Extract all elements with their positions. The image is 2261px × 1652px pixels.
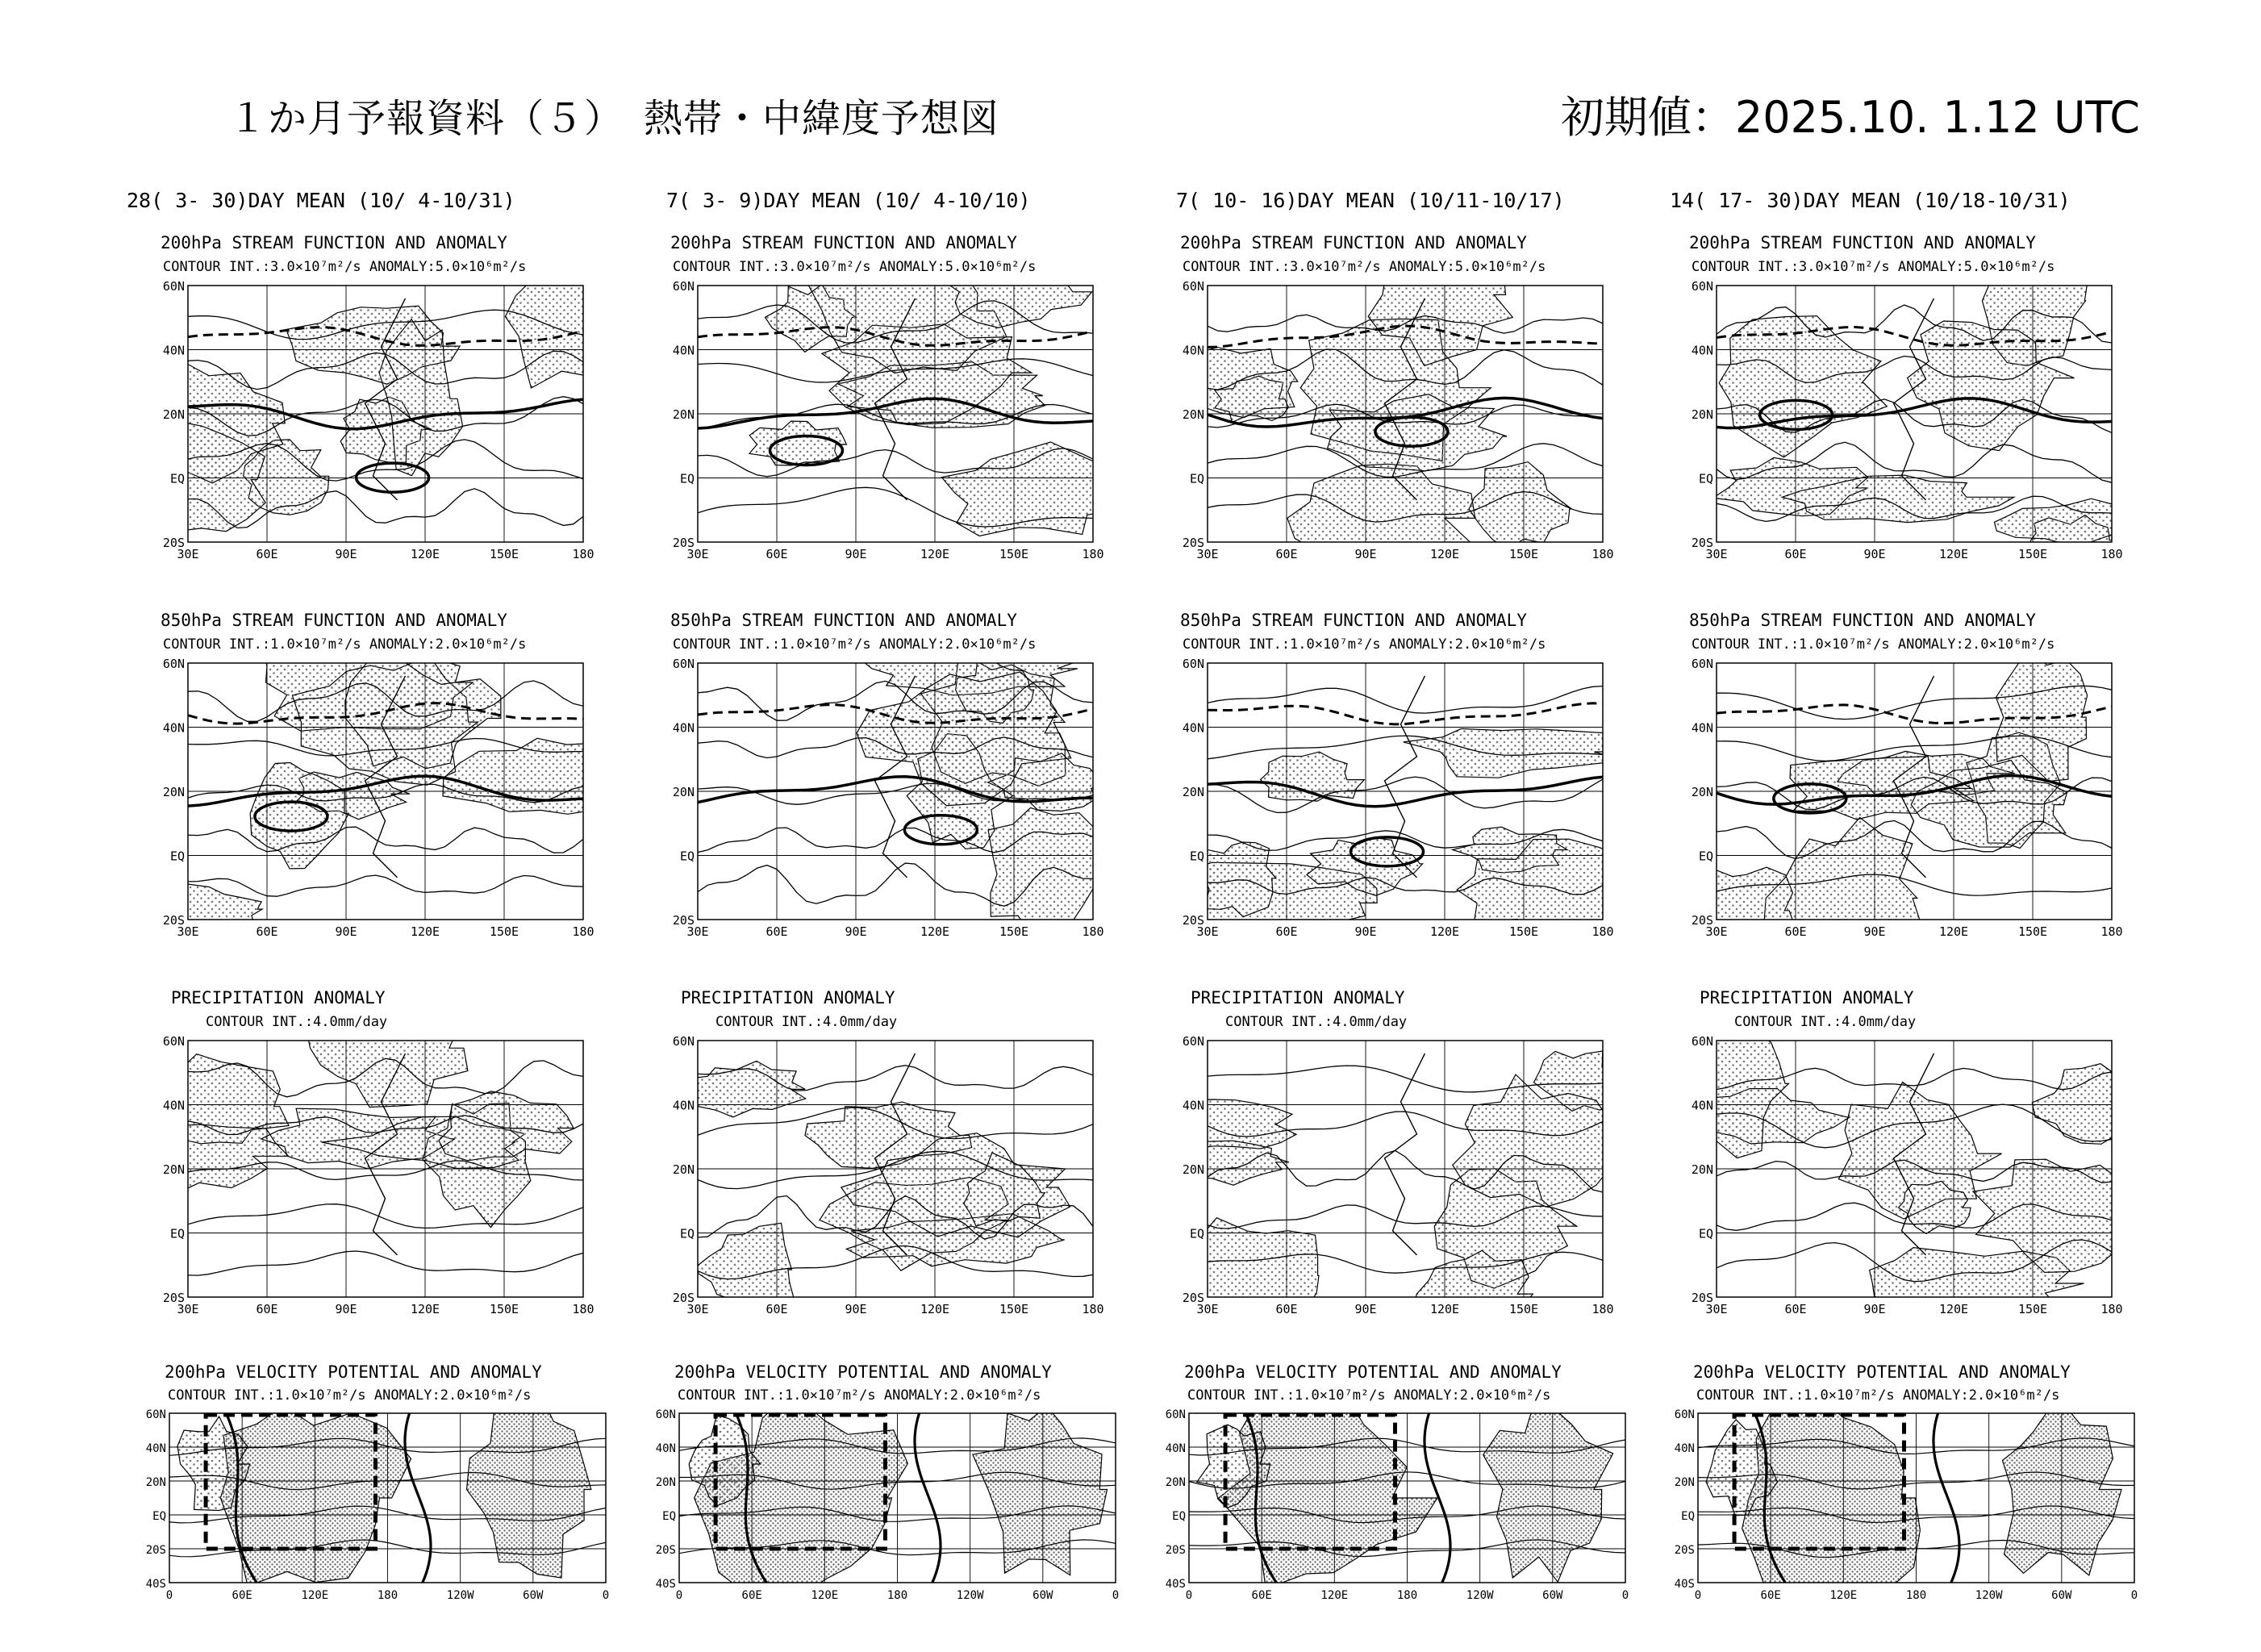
y-tick-label: 20S <box>672 913 695 928</box>
panel-title: PRECIPITATION ANOMALY <box>681 988 895 1007</box>
y-tick-label: 20N <box>162 785 185 799</box>
panel-title: 200hPa VELOCITY POTENTIAL AND ANOMALY <box>165 1362 542 1382</box>
y-tick-label: 20S <box>162 913 185 928</box>
negative-contour <box>1208 703 1603 724</box>
x-tick-label: 0 <box>1112 1589 1120 1602</box>
map-panel <box>146 1362 610 1602</box>
x-tick-label: 60W <box>2051 1589 2072 1602</box>
x-tick-label: 150E <box>2017 1302 2048 1316</box>
y-tick-label: 60N <box>1182 1034 1204 1049</box>
panel-contour-info: CONTOUR INT.:1.0×10⁷m²/s ANOMALY:2.0×10⁶m²/s <box>1183 636 1546 653</box>
zero-contour <box>405 1413 431 1583</box>
panel-title: 850hPa STREAM FUNCTION AND ANOMALY <box>1180 611 1527 630</box>
initial-time-label: 初期値：2025.10. 1.12 UTC <box>1560 92 2140 143</box>
y-tick-label: 60N <box>1691 279 1713 294</box>
y-tick-label: 40N <box>672 720 695 736</box>
y-tick-label: EQ <box>169 849 185 864</box>
y-tick-label: 60N <box>1691 1034 1713 1049</box>
anomaly-shading <box>115 632 660 934</box>
panel-title: 200hPa VELOCITY POTENTIAL AND ANOMALY <box>1184 1362 1562 1382</box>
anomaly-shading <box>1166 233 1603 573</box>
y-tick-label: 20S <box>655 1544 676 1557</box>
y-tick-label: 20S <box>1691 913 1713 928</box>
shaded-region <box>505 251 648 388</box>
x-tick-label: 60E <box>256 547 278 561</box>
anomaly-shading <box>1685 646 2112 970</box>
y-tick-label: EQ <box>1189 471 1204 486</box>
y-tick-label: 20N <box>1674 1476 1695 1489</box>
y-tick-label: 20N <box>1691 785 1713 799</box>
y-tick-label: EQ <box>1189 1226 1204 1241</box>
x-tick-label: 60E <box>1275 547 1298 561</box>
contour-line <box>188 875 583 896</box>
shaded-region <box>443 738 660 814</box>
x-tick-label: 30E <box>1705 547 1728 561</box>
x-tick-label: 90E <box>335 924 357 939</box>
y-tick-label: 40N <box>162 1098 185 1113</box>
shaded-region <box>1404 728 1634 778</box>
x-tick-label: 120E <box>1429 547 1460 561</box>
x-tick-label: 0 <box>675 1589 683 1602</box>
x-tick-label: 90E <box>335 1302 357 1316</box>
x-tick-label: 30E <box>177 1302 199 1316</box>
y-tick-label: 40N <box>1182 720 1204 736</box>
panel-title: 200hPa STREAM FUNCTION AND ANOMALY <box>1180 233 1527 252</box>
contour-line <box>188 827 583 853</box>
x-tick-label: 120E <box>1829 1589 1858 1602</box>
x-tick-label: 60E <box>232 1589 252 1602</box>
panel-contour-info: CONTOUR INT.:3.0×10⁷m²/s ANOMALY:5.0×10⁶m²/s <box>673 259 1037 275</box>
x-tick-label: 150E <box>489 924 519 939</box>
x-tick-label: 30E <box>686 547 709 561</box>
y-tick-label: 40N <box>1674 1442 1695 1455</box>
x-tick-label: 150E <box>489 547 519 561</box>
column-period-header: 7( 10- 16)DAY MEAN (10/11-10/17) <box>1176 189 1565 212</box>
shaded-region <box>749 421 847 465</box>
y-tick-label: 40S <box>145 1578 166 1591</box>
y-tick-label: 60N <box>1674 1408 1695 1421</box>
y-tick-label: 60N <box>162 279 185 294</box>
x-tick-label: 0 <box>1694 1589 1702 1602</box>
panel-title: 850hPa STREAM FUNCTION AND ANOMALY <box>161 611 507 630</box>
x-tick-label: 60E <box>765 924 788 939</box>
x-tick-label: 180 <box>886 1589 908 1602</box>
x-tick-label: 180 <box>1082 547 1104 561</box>
shaded-region <box>1995 499 2158 544</box>
y-tick-label: 40S <box>1674 1578 1695 1591</box>
anomaly-shading <box>1166 676 1648 944</box>
y-tick-label: EQ <box>679 849 695 864</box>
y-tick-label: 20S <box>162 536 185 550</box>
panel-title: 850hPa STREAM FUNCTION AND ANOMALY <box>670 611 1017 630</box>
x-tick-label: 30E <box>1196 547 1219 561</box>
y-tick-label: 60N <box>162 1034 185 1049</box>
x-tick-label: 120E <box>1938 547 1969 561</box>
y-tick-label: 20N <box>1182 407 1204 422</box>
y-tick-label: 20S <box>1182 536 1204 550</box>
y-tick-label: 20S <box>1165 1544 1186 1557</box>
y-tick-label: 20S <box>672 536 695 550</box>
y-tick-label: 20N <box>1182 785 1204 799</box>
y-tick-label: 20N <box>672 1162 695 1177</box>
x-tick-label: 60E <box>1784 1302 1807 1316</box>
y-tick-label: 40N <box>672 1098 695 1113</box>
x-tick-label: 30E <box>177 547 199 561</box>
x-tick-label: 60E <box>1275 924 1298 939</box>
x-tick-label: 180 <box>1082 1302 1104 1316</box>
shaded-region <box>220 1406 411 1587</box>
panel-contour-info: CONTOUR INT.:1.0×10⁷m²/s ANOMALY:2.0×10⁶m²/s <box>673 636 1037 653</box>
x-tick-label: 150E <box>999 547 1029 561</box>
x-tick-label: 60W <box>1542 1589 1563 1602</box>
x-tick-label: 30E <box>1196 924 1219 939</box>
map-panel <box>1166 611 1648 944</box>
panel-contour-info: CONTOUR INT.:4.0mm/day <box>715 1014 898 1030</box>
y-tick-label: EQ <box>679 471 695 486</box>
panel-title: 200hPa STREAM FUNCTION AND ANOMALY <box>161 233 507 252</box>
x-tick-label: 180 <box>1591 547 1614 561</box>
y-tick-label: 20S <box>1182 913 1204 928</box>
shaded-region <box>973 1406 1108 1575</box>
y-tick-label: 20N <box>672 785 695 799</box>
x-tick-label: 90E <box>1354 924 1377 939</box>
x-tick-label: 90E <box>1354 547 1377 561</box>
y-tick-label: 40N <box>162 720 185 736</box>
column-period-header: 28( 3- 30)DAY MEAN (10/ 4-10/31) <box>127 189 515 212</box>
panel-contour-info: CONTOUR INT.:1.0×10⁷m²/s ANOMALY:2.0×10⁶m²/s <box>678 1387 1041 1404</box>
column-period-header: 14( 17- 30)DAY MEAN (10/18-10/31) <box>1670 189 2071 212</box>
x-tick-label: 180 <box>1396 1589 1418 1602</box>
x-tick-label: 120E <box>1320 1589 1349 1602</box>
anomaly-shading <box>698 236 1128 536</box>
map-panel <box>90 982 594 1317</box>
y-tick-label: 20N <box>145 1476 166 1489</box>
y-tick-label: 60N <box>1691 657 1713 671</box>
shaded-region <box>1742 1391 1921 1604</box>
y-tick-label: EQ <box>662 1510 676 1523</box>
y-tick-label: 60N <box>1182 657 1204 671</box>
y-tick-label: 20N <box>1182 1162 1204 1177</box>
map-panel <box>670 611 1112 943</box>
x-tick-label: 120W <box>446 1589 474 1602</box>
shaded-region <box>439 1091 574 1161</box>
y-tick-label: 40N <box>1182 343 1204 358</box>
shaded-region <box>467 1391 591 1578</box>
x-tick-label: 60W <box>1032 1589 1053 1602</box>
x-tick-label: 150E <box>2017 547 2048 561</box>
map-panel <box>115 611 660 939</box>
contour-line <box>188 1204 583 1229</box>
shaded-region <box>1145 1141 1289 1185</box>
y-tick-label: 40N <box>1165 1442 1186 1455</box>
contour-line <box>1208 686 1603 714</box>
x-tick-label: 0 <box>2130 1589 2138 1602</box>
y-tick-label: EQ <box>1698 1226 1713 1241</box>
y-tick-label: EQ <box>1189 849 1204 864</box>
panel-contour-info: CONTOUR INT.:1.0×10⁷m²/s ANOMALY:2.0×10⁶m²/s <box>168 1387 532 1404</box>
y-tick-label: 40N <box>1691 1098 1713 1113</box>
y-tick-label: 20S <box>1674 1544 1695 1557</box>
map-panel <box>1650 988 2154 1325</box>
x-tick-label: 120E <box>811 1589 839 1602</box>
y-tick-label: 60N <box>672 279 695 294</box>
x-tick-label: 120W <box>1975 1589 2003 1602</box>
x-tick-label: 120W <box>1466 1589 1494 1602</box>
x-tick-label: 60E <box>1784 547 1807 561</box>
panel-title: 200hPa STREAM FUNCTION AND ANOMALY <box>1689 233 2036 252</box>
x-tick-label: 120E <box>410 1302 440 1316</box>
x-tick-label: 180 <box>572 1302 594 1316</box>
panel-contour-info: CONTOUR INT.:1.0×10⁷m²/s ANOMALY:2.0×10⁶m²/s <box>163 636 527 653</box>
panel-contour-info: CONTOUR INT.:4.0mm/day <box>206 1014 388 1030</box>
x-tick-label: 180 <box>2100 924 2123 939</box>
x-tick-label: 150E <box>1508 1302 1539 1316</box>
anomaly-shading <box>1650 1012 2154 1325</box>
x-tick-label: 180 <box>2100 1302 2123 1316</box>
y-tick-label: 40N <box>1691 720 1713 736</box>
y-tick-label: 20N <box>1691 407 1713 422</box>
y-tick-label: 60N <box>672 1034 695 1049</box>
coastline <box>1385 1053 1425 1255</box>
y-tick-label: 40N <box>655 1442 676 1455</box>
x-tick-label: 120E <box>410 924 440 939</box>
zero-contour <box>915 1413 941 1583</box>
zero-contour <box>1934 1413 1959 1583</box>
x-tick-label: 180 <box>572 924 594 939</box>
shaded-region <box>1204 842 1276 917</box>
x-tick-label: 0 <box>1185 1589 1193 1602</box>
x-tick-label: 150E <box>999 924 1029 939</box>
x-tick-label: 150E <box>999 1302 1029 1316</box>
x-tick-label: 0 <box>165 1589 173 1602</box>
y-tick-label: EQ <box>1698 471 1713 486</box>
x-tick-label: 90E <box>1863 924 1886 939</box>
x-tick-label: 120E <box>410 547 440 561</box>
panel-title: PRECIPITATION ANOMALY <box>171 988 386 1007</box>
x-tick-label: 90E <box>1863 1302 1886 1316</box>
x-tick-label: 60E <box>1275 1302 1298 1316</box>
y-tick-label: 20S <box>162 1291 185 1305</box>
y-tick-label: 20N <box>1691 1162 1713 1177</box>
x-tick-label: 90E <box>1863 547 1886 561</box>
shaded-region <box>1412 1250 1533 1345</box>
x-tick-label: 150E <box>489 1302 519 1316</box>
panel-title: 200hPa VELOCITY POTENTIAL AND ANOMALY <box>1693 1362 2071 1382</box>
map-panel <box>1675 1362 2138 1604</box>
x-tick-label: 60E <box>1760 1589 1781 1602</box>
y-tick-label: 60N <box>145 1408 166 1421</box>
panel-title: 200hPa STREAM FUNCTION AND ANOMALY <box>670 233 1017 252</box>
shaded-region <box>1719 316 1887 457</box>
x-tick-label: 120E <box>920 547 950 561</box>
panel-title: 200hPa VELOCITY POTENTIAL AND ANOMALY <box>674 1362 1052 1382</box>
x-tick-label: 150E <box>2017 924 2048 939</box>
panel-contour-info: CONTOUR INT.:3.0×10⁷m²/s ANOMALY:5.0×10⁶m²/s <box>1183 259 1546 275</box>
x-tick-label: 180 <box>2100 547 2123 561</box>
x-tick-label: 60E <box>765 1302 788 1316</box>
x-tick-label: 180 <box>1591 924 1614 939</box>
anomaly-shading <box>681 1053 1093 1317</box>
x-tick-label: 60W <box>523 1589 544 1602</box>
y-tick-label: 40S <box>655 1578 676 1591</box>
x-tick-label: 120E <box>1429 924 1460 939</box>
y-tick-label: 40S <box>1165 1578 1186 1591</box>
x-tick-label: 120E <box>1938 1302 1969 1316</box>
map-panel <box>656 1362 1120 1610</box>
x-tick-label: 180 <box>1905 1589 1927 1602</box>
panel-contour-info: CONTOUR INT.:3.0×10⁷m²/s ANOMALY:5.0×10⁶m²/s <box>1692 259 2055 275</box>
x-tick-label: 60E <box>256 924 278 939</box>
x-tick-label: 90E <box>845 924 867 939</box>
y-tick-label: 20S <box>1182 1291 1204 1305</box>
y-tick-label: 20S <box>145 1544 166 1557</box>
y-tick-label: 20S <box>1691 1291 1713 1305</box>
shaded-region <box>2032 1064 2141 1145</box>
column-period-header: 7( 3- 9)DAY MEAN (10/ 4-10/10) <box>666 189 1031 212</box>
y-tick-label: 40N <box>1182 1098 1204 1113</box>
map-panel <box>670 233 1128 561</box>
x-tick-label: 30E <box>1196 1302 1219 1316</box>
y-tick-label: 20N <box>162 1162 185 1177</box>
contour-line <box>188 1251 583 1275</box>
x-tick-label: 60E <box>256 1302 278 1316</box>
y-tick-label: 20S <box>672 1291 695 1305</box>
y-tick-label: EQ <box>1681 1510 1695 1523</box>
map-panel <box>1166 233 1613 573</box>
x-tick-label: 30E <box>1705 1302 1728 1316</box>
x-tick-label: 150E <box>1508 924 1539 939</box>
panel-contour-info: CONTOUR INT.:1.0×10⁷m²/s ANOMALY:2.0×10⁶m²/s <box>1187 1387 1551 1404</box>
x-tick-label: 0 <box>602 1589 610 1602</box>
x-tick-label: 60E <box>741 1589 762 1602</box>
x-tick-label: 60E <box>765 547 788 561</box>
y-tick-label: EQ <box>152 1510 166 1523</box>
shaded-region <box>90 1119 289 1196</box>
panel-contour-info: CONTOUR INT.:4.0mm/day <box>1225 1014 1408 1030</box>
panel-title: PRECIPITATION ANOMALY <box>1191 988 1405 1007</box>
y-tick-label: 20N <box>655 1476 676 1489</box>
x-tick-label: 120E <box>920 924 950 939</box>
x-tick-label: 120E <box>1429 1302 1460 1316</box>
y-tick-label: 20N <box>672 407 695 422</box>
y-tick-label: 20N <box>162 407 185 422</box>
x-tick-label: 30E <box>686 1302 709 1316</box>
y-tick-label: 40N <box>672 343 695 358</box>
x-tick-label: 90E <box>845 1302 867 1316</box>
x-tick-label: 60E <box>1251 1589 1272 1602</box>
x-tick-label: 90E <box>1354 1302 1377 1316</box>
y-tick-label: EQ <box>679 1226 695 1241</box>
anomaly-shading <box>1713 232 2158 564</box>
y-tick-label: 60N <box>1182 279 1204 294</box>
contour-line <box>1717 820 2112 858</box>
y-tick-label: 60N <box>672 657 695 671</box>
y-tick-label: 40N <box>162 343 185 358</box>
shaded-region <box>941 442 1128 536</box>
x-tick-label: 120E <box>920 1302 950 1316</box>
x-tick-label: 30E <box>686 924 709 939</box>
panel-title: 850hPa STREAM FUNCTION AND ANOMALY <box>1689 611 2036 630</box>
panel-contour-info: CONTOUR INT.:1.0×10⁷m²/s ANOMALY:2.0×10⁶m²/s <box>1692 636 2055 653</box>
y-tick-label: 60N <box>655 1408 676 1421</box>
map-panel <box>1685 611 2123 970</box>
shaded-region <box>1483 1397 1613 1583</box>
y-tick-label: 20S <box>1691 536 1713 550</box>
y-tick-label: 60N <box>1165 1408 1186 1421</box>
x-tick-label: 180 <box>572 547 594 561</box>
map-panel <box>1689 232 2157 564</box>
x-tick-label: 30E <box>1705 924 1728 939</box>
page-title: １か月予報資料（５） 熱帯・中緯度予想図 <box>228 96 1000 141</box>
anomaly-shading <box>698 643 1112 943</box>
x-tick-label: 120E <box>301 1589 329 1602</box>
x-tick-label: 60E <box>1784 924 1807 939</box>
map-panel <box>673 988 1104 1317</box>
x-tick-label: 0 <box>1621 1589 1629 1602</box>
panel-title: PRECIPITATION ANOMALY <box>1700 988 1914 1007</box>
y-tick-label: EQ <box>1698 849 1713 864</box>
y-tick-label: 40N <box>145 1442 166 1455</box>
x-tick-label: 180 <box>1591 1302 1614 1316</box>
y-tick-label: 20N <box>1165 1476 1186 1489</box>
x-tick-label: 180 <box>1082 924 1104 939</box>
x-tick-label: 120E <box>1938 924 1969 939</box>
y-tick-label: 60N <box>162 657 185 671</box>
y-tick-label: 40N <box>1691 343 1713 358</box>
x-tick-label: 150E <box>1508 547 1539 561</box>
x-tick-label: 90E <box>845 547 867 561</box>
map-panel <box>90 233 649 561</box>
x-tick-label: 30E <box>177 924 199 939</box>
map-panel <box>1145 988 1623 1345</box>
panel-contour-info: CONTOUR INT.:4.0mm/day <box>1734 1014 1917 1030</box>
panel-contour-info: CONTOUR INT.:1.0×10⁷m²/s ANOMALY:2.0×10⁶m²/s <box>1696 1387 2060 1404</box>
panel-contour-info: CONTOUR INT.:3.0×10⁷m²/s ANOMALY:5.0×10⁶m²/s <box>163 259 527 275</box>
y-tick-label: EQ <box>1172 1510 1186 1523</box>
y-tick-label: EQ <box>169 1226 185 1241</box>
x-tick-label: 180 <box>377 1589 398 1602</box>
y-tick-label: EQ <box>169 471 185 486</box>
map-panel <box>1166 1362 1629 1602</box>
x-tick-label: 90E <box>335 547 357 561</box>
x-tick-label: 120W <box>956 1589 984 1602</box>
